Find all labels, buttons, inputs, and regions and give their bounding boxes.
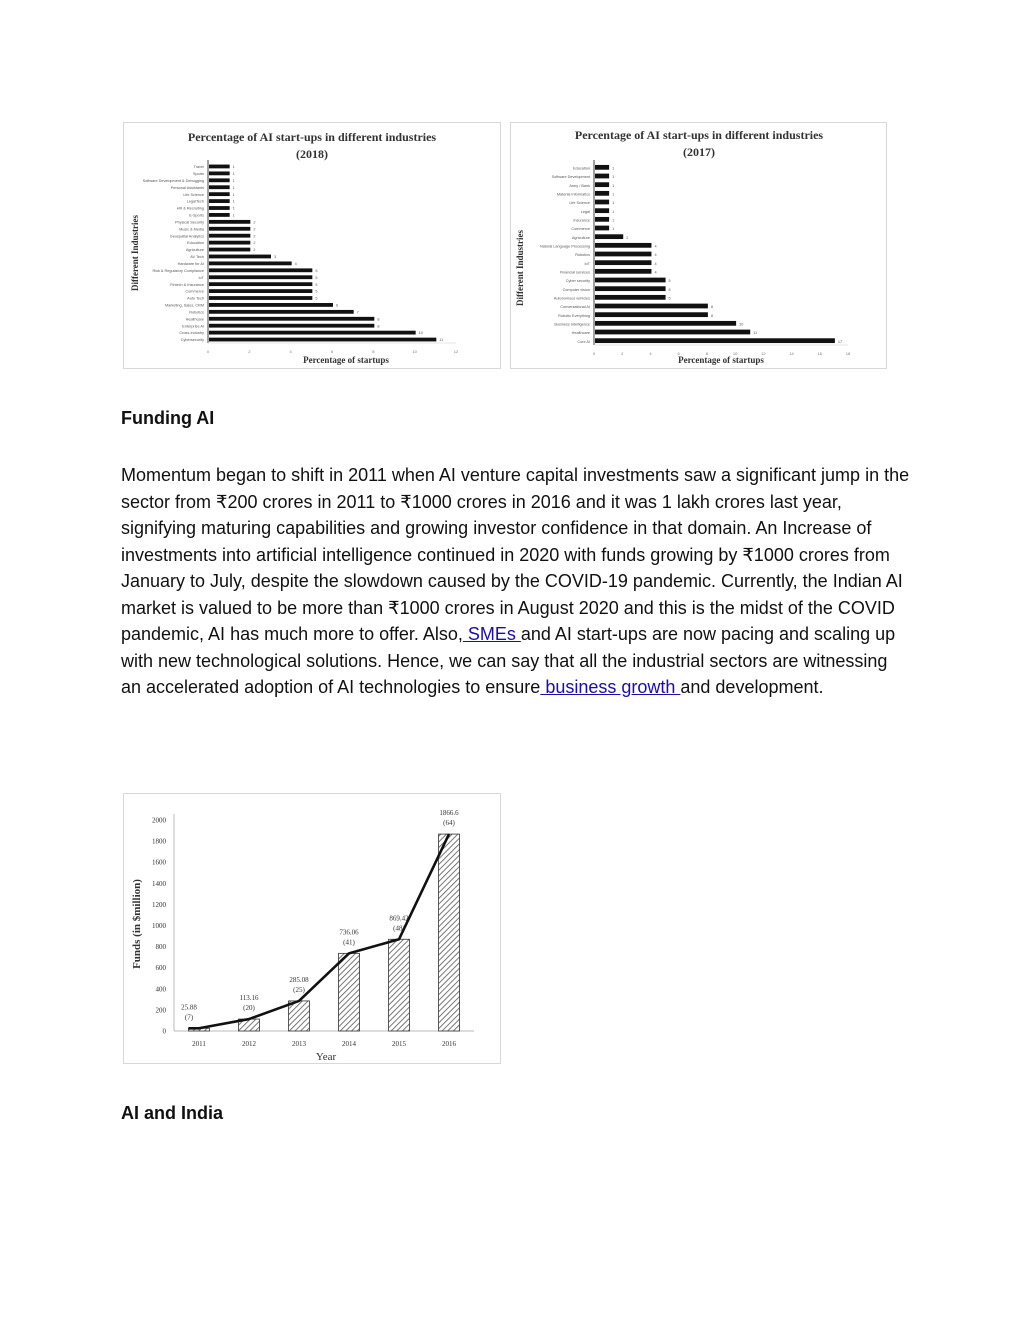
bar (595, 338, 835, 343)
x-tick-label: 2011 (192, 1040, 206, 1048)
bar (595, 243, 651, 248)
bar (209, 185, 230, 189)
x-tick-label: 2 (621, 351, 624, 356)
x-tick-label: 4 (289, 349, 292, 354)
data-label: 4 (654, 270, 657, 275)
y-tick-label: 1000 (152, 922, 166, 930)
bar (595, 278, 666, 283)
category-label: Cyber security (565, 279, 590, 284)
bar (595, 226, 609, 231)
data-label: 5 (668, 296, 671, 301)
data-label: 25.88 (181, 1003, 197, 1012)
bar (289, 1001, 310, 1031)
category-label: Legal (580, 209, 590, 214)
bar (209, 296, 312, 300)
category-label: E-Sports (189, 213, 204, 218)
data-label: 1 (232, 178, 235, 183)
category-label: Conversational AI (560, 305, 590, 310)
category-label: Sports (193, 171, 204, 176)
category-label: HR & Recruiting (176, 206, 204, 211)
x-tick-label: 2015 (392, 1040, 406, 1048)
bar (595, 312, 708, 317)
chart-2018-svg (124, 123, 500, 368)
bar (595, 191, 609, 196)
category-label: Insurance (573, 218, 590, 223)
data-label: 10 (739, 322, 744, 327)
startup-count-label: (64) (443, 819, 455, 828)
category-label: Geospatial Analytics (169, 234, 204, 239)
x-tick-label: 0 (206, 349, 210, 354)
y-tick-label: 2000 (152, 816, 166, 825)
bar (595, 234, 623, 239)
x-axis-label: Year (315, 1051, 337, 1063)
data-label: 2 (253, 241, 256, 246)
category-label: Life Science (569, 201, 590, 206)
category-label: Robotic Everything (558, 313, 590, 318)
paragraph-text-2: and AI start-ups are now pacing and scaling up with new technological solutions. Hence, we can say that all the industrial sectors are witnessing an accelerated adoption of AI technologies to ensure (121, 624, 896, 697)
bar (595, 165, 609, 170)
category-label: Commerce (185, 289, 204, 294)
bar (595, 295, 666, 300)
startup-count-label: (20) (243, 1004, 255, 1013)
bar (209, 289, 312, 293)
data-label: 1 (612, 209, 615, 214)
category-label: Autonomous vehicles (553, 296, 590, 301)
category-label: LegalTech (186, 199, 204, 204)
category-label: Financial services (559, 270, 590, 275)
category-label: Material Informatics (556, 192, 590, 197)
bar (209, 324, 374, 328)
bar (595, 269, 651, 274)
category-label: Music & Media (179, 227, 204, 232)
data-label: 285.08 (289, 975, 309, 984)
bar (595, 200, 609, 205)
x-tick-label: 4 (649, 351, 652, 356)
category-label: IoT (198, 275, 204, 280)
data-label: 4 (654, 244, 657, 249)
data-label: 17 (837, 339, 843, 344)
category-label: Healthcare (571, 331, 590, 336)
data-label: 5 (315, 275, 318, 280)
startup-count-label: (48) (393, 924, 405, 933)
bar (209, 338, 436, 342)
y-tick-label: 1200 (152, 900, 166, 909)
data-label: 6 (336, 303, 339, 308)
category-label: Healthcare (185, 317, 204, 322)
data-label: 8 (377, 317, 380, 322)
data-label: 1 (232, 213, 235, 218)
y-axis-label: Funds (in $million) (131, 879, 143, 969)
business-growth-link[interactable]: business growth (540, 677, 681, 697)
data-label: 5 (668, 279, 671, 284)
chart-title: Percentage of AI start-ups in different industries (574, 128, 824, 142)
data-label: 736.06 (339, 928, 359, 937)
category-label: Personal Assistants (170, 185, 204, 190)
bar (209, 241, 250, 245)
startup-count-label: (7) (184, 1013, 194, 1022)
bar (209, 165, 230, 169)
chart-2017-svg (511, 123, 886, 368)
data-label: 1 (232, 165, 235, 170)
funding-chart-svg (124, 794, 500, 1063)
category-label: Life Science (183, 192, 204, 197)
bar (209, 227, 250, 231)
bar (209, 282, 312, 286)
paragraph-text-1: Momentum began to shift in 2011 when AI venture capital investments saw a significant jump in the sector from ₹200 crores in 2011 to ₹1000 crores in 2016 and it was 1 lakh crores last year, signifying maturing capabilities and growing investor confidence in that domain. An Increase of investments into artificial intelligence continued in 2020 with funds growing by ₹1000 crores from January to July, despite the slowdown caused by the COVID-19 pandemic. Currently, the Indian AI market is valued to be more than ₹1000 crores in August 2020 and this is the midst of the COVID pandemic, AI has much more to offer. Also, (121, 465, 910, 644)
category-label: IoT (584, 261, 590, 266)
category-label: Robotics (575, 253, 590, 258)
x-tick-label: 0 (592, 351, 596, 356)
data-label: 1 (612, 175, 615, 180)
bar (209, 317, 374, 321)
bar (595, 330, 750, 335)
data-label: 1 (612, 201, 615, 206)
data-label: 2 (253, 248, 256, 253)
bar (209, 248, 250, 252)
category-label: AV Tech (190, 255, 204, 260)
data-label: 2 (626, 235, 629, 240)
y-tick-label: 400 (155, 985, 166, 994)
category-label: Risk & Regulatory Compliance (152, 268, 204, 273)
chart-subtitle: (2017) (683, 145, 715, 159)
bar (389, 939, 410, 1031)
bar (339, 953, 360, 1031)
data-label: 1866.6 (439, 809, 459, 818)
category-label: Army / Bank (569, 183, 590, 188)
data-label: 1 (232, 199, 235, 204)
y-tick-label: 0 (162, 1027, 166, 1036)
data-label: 4 (294, 261, 297, 266)
bar (209, 234, 250, 238)
bar (595, 304, 708, 309)
x-tick-label: 2012 (242, 1040, 256, 1048)
data-label: 1 (612, 227, 615, 232)
x-axis-label: Percentage of startups (678, 355, 764, 365)
y-axis-label: Different Industries (130, 214, 140, 292)
category-label: Natural Language Processing (539, 244, 590, 249)
chart-title: Percentage of AI start-ups in different industries (187, 130, 437, 144)
bar (209, 331, 416, 335)
data-label: 2 (253, 234, 256, 239)
category-label: Software Development & Debugging (142, 178, 204, 183)
x-tick-label: 12 (453, 349, 459, 354)
data-label: 8 (710, 305, 714, 310)
bar (595, 217, 609, 222)
data-label: 1 (612, 192, 615, 197)
category-label: Robotics (189, 310, 204, 315)
bar (209, 192, 230, 196)
bar (209, 310, 354, 314)
data-label: 11 (439, 338, 444, 343)
chart-subtitle: (2018) (296, 147, 328, 161)
data-label: 3 (274, 255, 277, 260)
x-tick-label: 2013 (292, 1040, 306, 1048)
y-tick-label: 1800 (152, 837, 166, 846)
data-label: 10 (418, 331, 423, 336)
category-label: Agriculture (571, 235, 590, 240)
category-label: Education (187, 241, 204, 246)
x-tick-label: 18 (845, 351, 851, 356)
data-label: 5 (315, 282, 318, 287)
chart-2018 (123, 122, 501, 369)
data-label: 8 (377, 324, 380, 329)
y-tick-label: 200 (155, 1006, 166, 1015)
trend-line (189, 834, 450, 1028)
y-tick-label: 800 (155, 943, 166, 952)
x-tick-label: 2 (248, 349, 251, 354)
data-label: 5 (315, 268, 318, 273)
category-label: Physical Security (175, 220, 204, 225)
category-label: Cross-Industry (179, 331, 204, 336)
x-tick-label: 14 (789, 351, 794, 356)
data-label: 1 (232, 171, 235, 176)
bar (209, 206, 230, 210)
startup-count-label: (25) (293, 985, 305, 994)
smes-link[interactable]: SMEs (462, 624, 521, 644)
paragraph-text-3: and development. (680, 677, 824, 697)
bar (209, 199, 230, 203)
category-label: Business Intelligence (554, 322, 590, 327)
data-label: 113.16 (239, 994, 259, 1003)
category-label: Software Development (551, 175, 590, 180)
bar (595, 208, 609, 213)
startup-count-label: (41) (343, 938, 355, 947)
x-tick-label: 6 (330, 349, 334, 354)
category-label: Enterprise AI (182, 324, 204, 329)
heading-funding-ai: Funding AI (121, 408, 215, 428)
bar (595, 252, 651, 257)
data-label: 1 (612, 218, 615, 223)
category-label: Auto Tech (187, 296, 204, 301)
x-tick-label: 2016 (442, 1040, 456, 1048)
y-tick-label: 1400 (152, 879, 166, 888)
data-label: 4 (654, 261, 657, 266)
data-label: 1 (612, 166, 615, 171)
x-axis-label: Percentage of startups (303, 355, 389, 365)
category-label: Computer vision (562, 287, 590, 292)
bar (595, 182, 609, 187)
bar (209, 220, 250, 224)
heading-ai-and-india: AI and India (121, 1103, 224, 1123)
x-tick-label: 2014 (342, 1040, 356, 1048)
bar (595, 174, 609, 179)
bar (595, 286, 666, 291)
data-label: 5 (315, 289, 318, 294)
chart-2017 (510, 122, 887, 369)
bar (439, 834, 460, 1031)
bar (209, 303, 333, 307)
category-label: Fintech & Insurance (170, 282, 204, 287)
funding-chart (123, 793, 501, 1064)
y-axis-label: Different Industries (515, 229, 525, 307)
x-tick-label: 10 (412, 349, 417, 354)
data-label: 1 (232, 206, 235, 211)
data-label: 1 (612, 183, 615, 188)
data-label: 1 (232, 185, 235, 190)
data-label: 8 (710, 313, 714, 318)
bar (209, 275, 312, 279)
category-label: Education (573, 166, 590, 171)
category-label: Marketing, Sales, CRM (164, 303, 204, 308)
bar (209, 213, 230, 217)
data-label: 11 (753, 331, 758, 336)
x-tick-label: 8 (705, 351, 709, 356)
x-tick-label: 6 (677, 351, 680, 356)
category-label: Agriculture (185, 248, 204, 253)
bar (209, 268, 312, 272)
x-tick-label: 12 (761, 351, 766, 356)
data-label: 2 (253, 227, 256, 232)
bar (209, 178, 230, 182)
body-paragraph (121, 462, 911, 701)
bar (209, 255, 271, 259)
category-label: Hardware for AI (177, 261, 204, 266)
data-label: 5 (668, 287, 671, 292)
category-label: Commerce (571, 227, 590, 232)
bar (209, 261, 292, 265)
data-label: 4 (654, 253, 657, 258)
data-label: 869.42 (389, 914, 409, 923)
data-label: 7 (356, 310, 359, 315)
y-tick-label: 600 (155, 964, 166, 973)
category-label: Cybersecurity (180, 338, 204, 343)
x-tick-label: 16 (817, 351, 823, 356)
bar (595, 260, 651, 265)
y-tick-label: 1600 (152, 858, 166, 867)
bar (209, 171, 230, 175)
x-tick-label: 8 (372, 349, 375, 354)
x-tick-label: 10 (732, 351, 738, 356)
data-label: 2 (253, 220, 256, 225)
bar (595, 321, 736, 326)
data-label: 5 (315, 296, 318, 301)
data-label: 1 (232, 192, 235, 197)
category-label: Travel (193, 165, 204, 170)
category-label: Core AI (577, 339, 590, 344)
